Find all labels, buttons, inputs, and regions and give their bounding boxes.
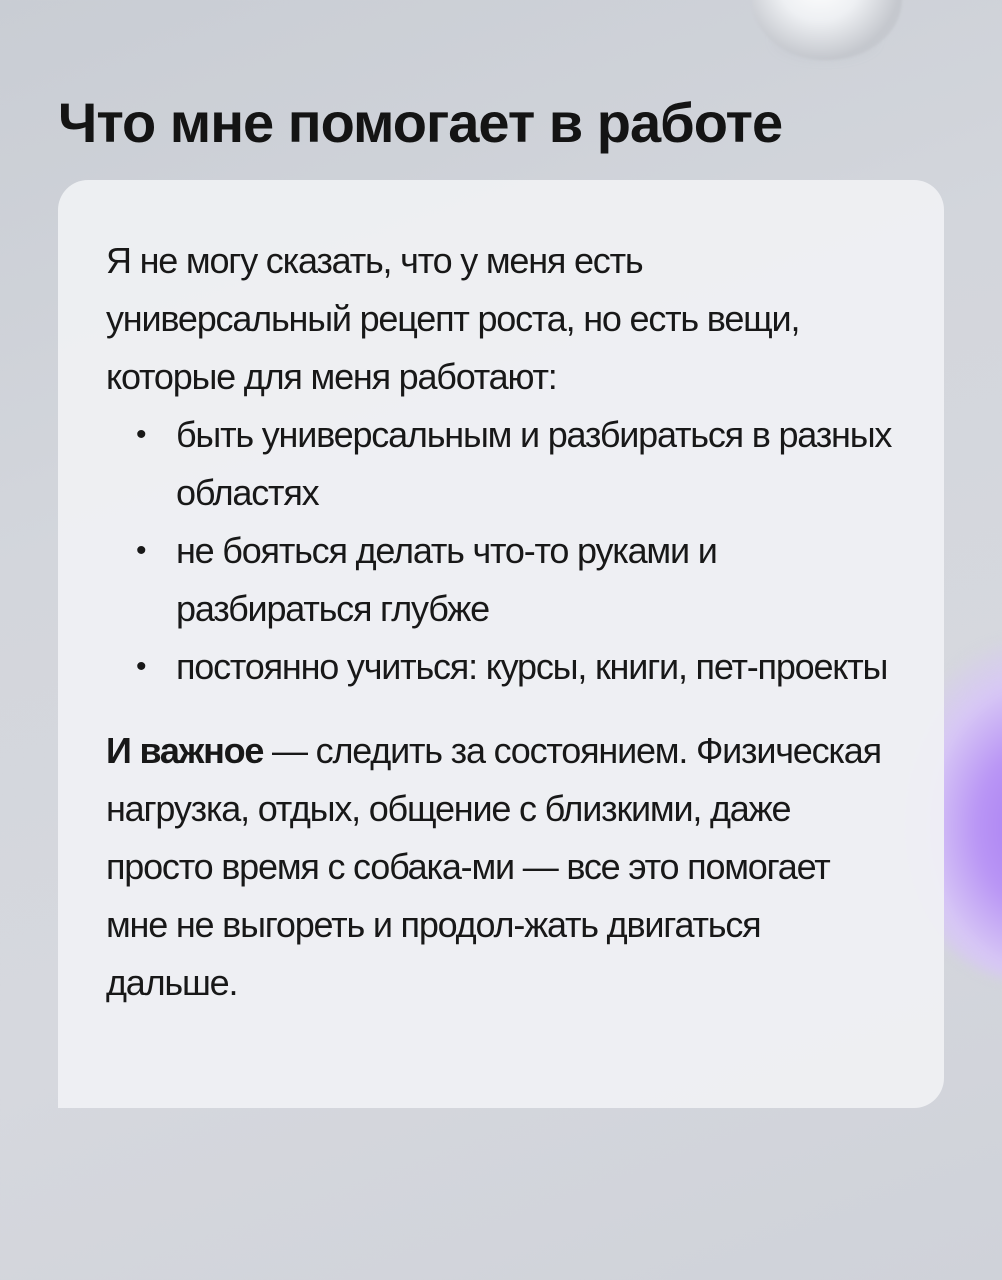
bullet-icon: • [136,534,146,567]
decor-white-sphere [752,0,902,60]
list-item-text: не бояться делать что-то руками и разбираться глубже [176,530,717,629]
page-title: Что мне помогает в работе [58,91,783,154]
bullet-icon: • [136,418,146,451]
list-item-text: быть универсальным и разбираться в разных областях [176,414,892,513]
list-item-text: постоянно учиться: курсы, книги, пет-проекты [176,646,888,687]
list-item [106,522,896,638]
outro-emphasis: И важное [106,730,264,771]
bullet-icon: • [136,650,146,683]
list-item [106,638,896,696]
bullet-list [106,406,896,696]
outro-text: — следить за состоянием. Физическая нагрузка, отдых, общение с близкими, даже просто время с собака-ми — все это помогает мне не выгореть и продол-жать двигаться дальше. [106,730,881,1003]
outro-paragraph [106,722,896,1012]
list-item [106,406,896,522]
intro-paragraph: Я не могу сказать, что у меня есть универсальный рецепт роста, но есть вещи, которые для меня работают: [106,240,800,397]
content-card [58,180,944,1108]
